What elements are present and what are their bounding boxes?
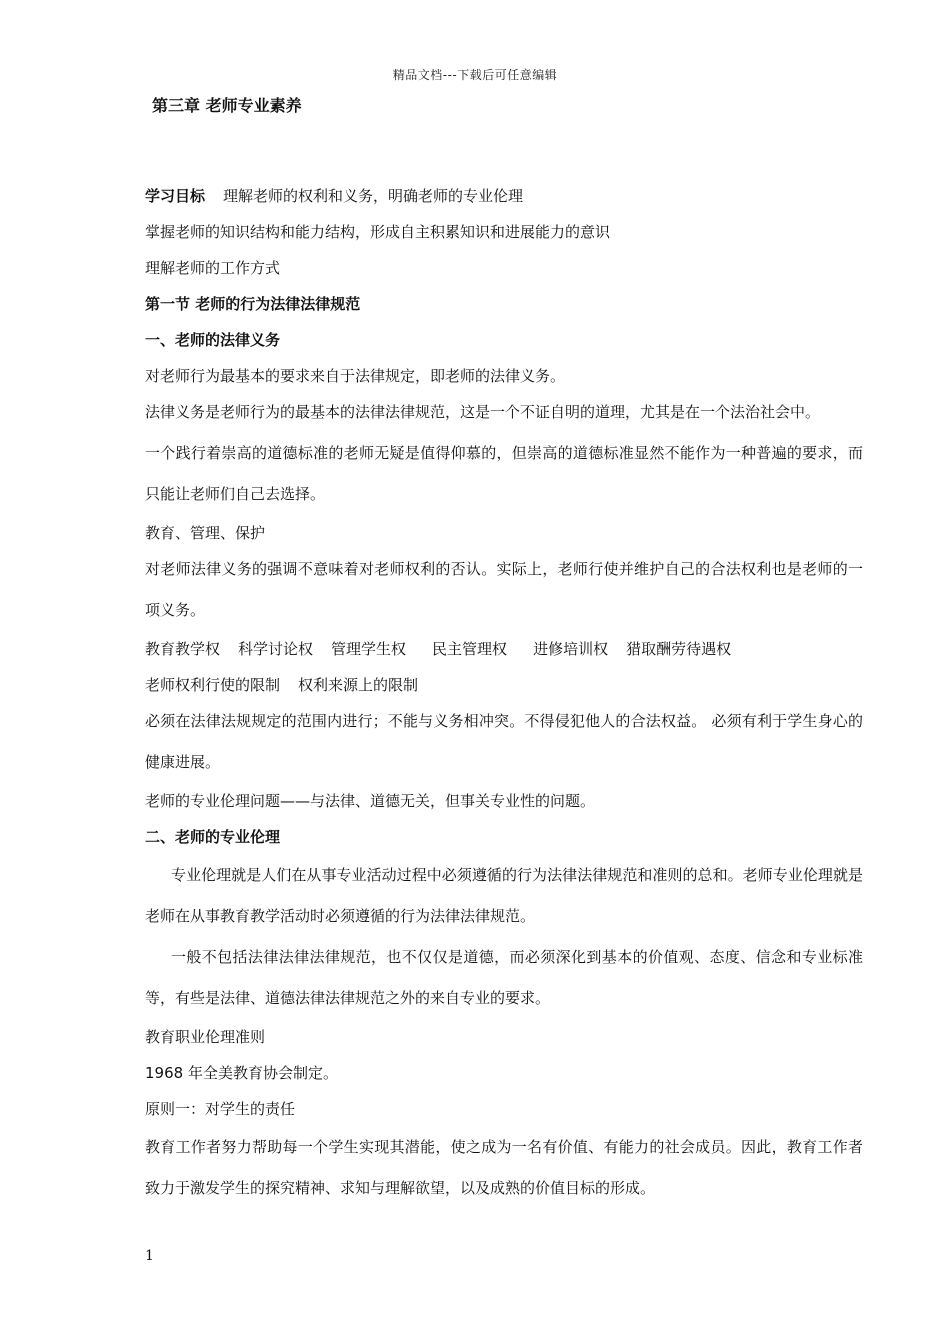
subsection-1-title: 一、老师的法律义务 <box>145 331 281 349</box>
page-number: 1 <box>145 1248 154 1264</box>
paragraph: 对老师行为最基本的要求来自于法律规定，即老师的法律义务。 <box>145 367 566 385</box>
right-item: 民主管理权 <box>432 640 508 658</box>
objective-1: 理解老师的权利和义务，明确老师的专业伦理 <box>223 187 524 205</box>
limit-item: 老师权利行使的限制 <box>145 676 281 694</box>
paragraph: 法律义务是老师行为的最基本的法律法律规范，这是一个不证自明的道理，尤其是在一个法治社会中。 <box>145 403 821 421</box>
page-header: 精品文档---下载后可任意编辑 <box>392 68 558 82</box>
paragraph: 教育职业伦理准则 <box>145 1028 266 1046</box>
paragraph: 教育工作者努力帮助每一个学生实现其潜能，使之成为一名有价值、有能力的社会成员。因此，教育工作者致力于激发学生的探究精神、求知与理解欲望，以及成熟的价值目标的形成。 <box>145 1138 863 1197</box>
document-body <box>145 178 863 1209</box>
objectives-line-1 <box>145 178 863 214</box>
rights-list <box>145 631 863 667</box>
right-item: 管理学生权 <box>331 640 407 658</box>
right-item: 教育教学权 <box>145 640 221 658</box>
objective-3: 理解老师的工作方式 <box>145 259 281 277</box>
paragraph: 原则一：对学生的责任 <box>145 1100 296 1118</box>
paragraph: 一个践行着崇高的道德标准的老师无疑是值得仰慕的，但崇高的道德标准显然不能作为一种普遍的要求，而只能让老师们自己去选择。 <box>145 444 863 503</box>
paragraph: 一般不包括法律法律法律规范，也不仅仅是道德，而必须深化到基本的价值观、态度、信念和专业标准等，有些是法律、道德法律法律规范之外的来自专业的要求。 <box>145 948 863 1007</box>
objectives-label: 学习目标 <box>145 187 206 205</box>
paragraph: 专业伦理就是人们在从事专业活动过程中必须遵循的行为法律法律规范和准则的总和。老师专业伦理就是老师在从事教育教学活动时必须遵循的行为法律法律规范。 <box>145 866 863 925</box>
paragraph: 教育、管理、保护 <box>145 524 266 542</box>
paragraph: 老师的专业伦理问题——与法律、道德无关，但事关专业性的问题。 <box>145 792 596 810</box>
paragraph: 必须在法律法规规定的范围内进行；不能与义务相冲突。不得侵犯他人的合法权益。 必须有利于学生身心的健康进展。 <box>145 712 863 771</box>
subsection-2-title: 二、老师的专业伦理 <box>145 828 281 846</box>
paragraph: 1968 年全美教育协会制定。 <box>145 1064 338 1082</box>
right-item: 猎取酬劳待遇权 <box>626 640 732 658</box>
section-1-title: 第一节 老师的行为法律法律规范 <box>145 295 361 313</box>
paragraph: 对老师法律义务的强调不意味着对老师权利的否认。实际上，老师行使并维护自己的合法权利也是老师的一项义务。 <box>145 560 863 619</box>
right-item: 进修培训权 <box>533 640 609 658</box>
limits-line <box>145 667 863 703</box>
limit-item: 权利来源上的限制 <box>298 676 419 694</box>
chapter-title: 第三章 老师专业素养 <box>152 96 302 115</box>
objective-2: 掌握老师的知识结构和能力结构，形成自主积累知识和进展能力的意识 <box>145 223 611 241</box>
right-item: 科学讨论权 <box>238 640 314 658</box>
